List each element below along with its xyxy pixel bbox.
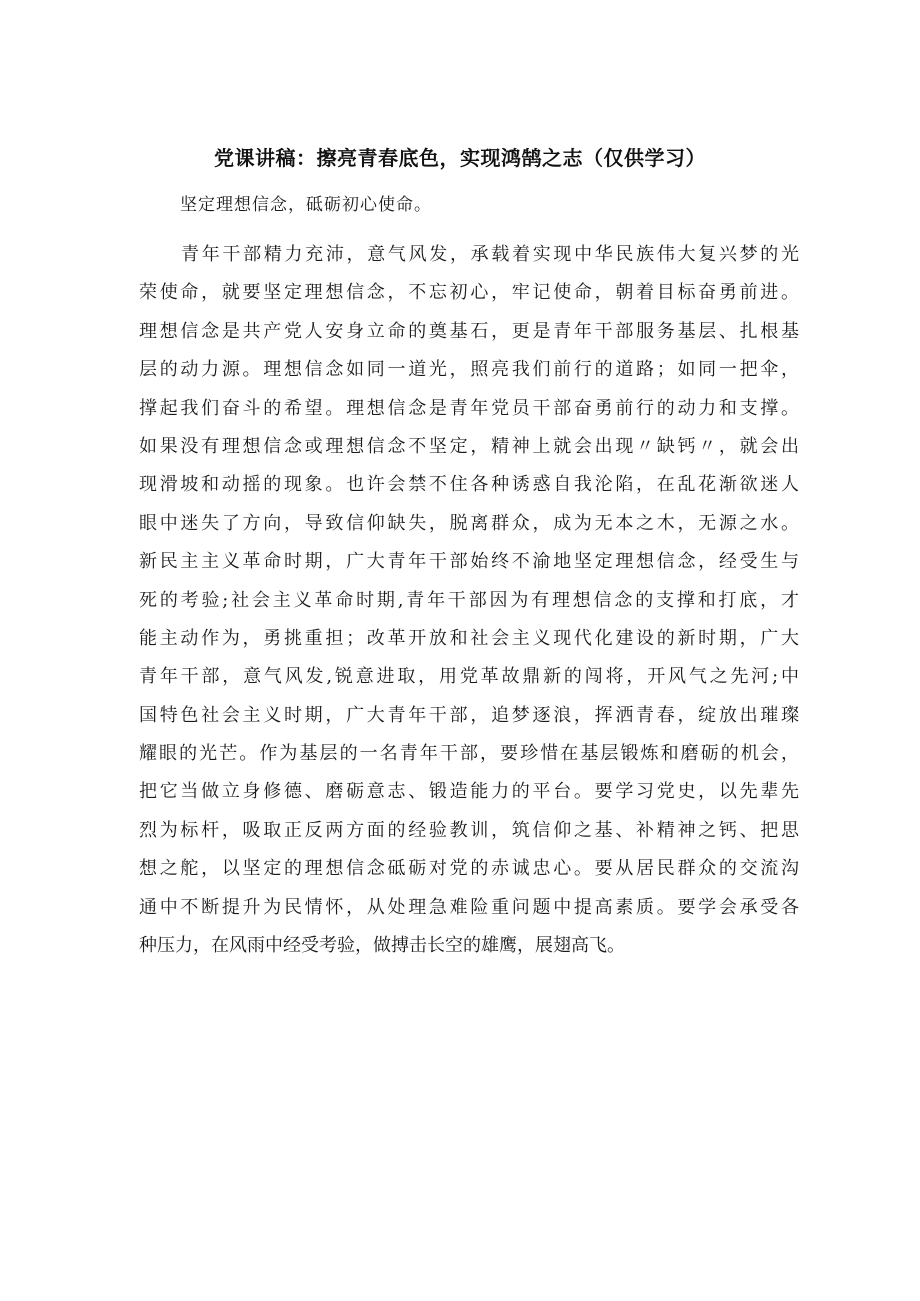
paragraph-line: 撑起我们奋斗的希望。理想信念是青年党员干部奋勇前行的动力和支撑。	[139, 397, 799, 419]
paragraph-line: 死的考验;社会主义革命时期,青年干部因为有理想信念的支撑和打底，才	[139, 589, 799, 611]
paragraph-line: 烈为标杆，吸取正反两方面的经验教训，筑信仰之基、补精神之钙、把思	[139, 819, 799, 841]
paragraph-line: 如果没有理想信念或理想信念不坚定，精神上就会出现〃缺钙〃，就会出	[139, 435, 799, 457]
paragraph-line: 眼中迷失了方向，导致信仰缺失，脱离群众，成为无本之木，无源之水。	[139, 512, 799, 534]
paragraph-line: 国特色社会主义时期，广大青年干部，追梦逐浪，挥洒青春，绽放出璀璨	[139, 704, 799, 726]
body-paragraph	[139, 236, 799, 965]
paragraph-line: 理想信念是共产党人安身立命的奠基石，更是青年干部服务基层、扎根基	[139, 320, 799, 342]
paragraph-line: 荣使命，就要坚定理想信念，不忘初心，牢记使命，朝着目标奋勇前进。	[139, 282, 799, 304]
document-title: 党课讲稿：擦亮青春底色，实现鸿鹄之志（仅供学习）	[214, 146, 706, 170]
paragraph-line: 现滑坡和动摇的现象。也许会禁不住各种诱惑自我沦陷，在乱花渐欲迷人	[139, 474, 799, 496]
paragraph-line: 想之舵，以坚定的理想信念砥砺对党的赤诚忠心。要从居民群众的交流沟	[139, 858, 799, 880]
paragraph-line: 新民主主义革命时期，广大青年干部始终不渝地坚定理想信念，经受生与	[139, 551, 799, 573]
paragraph-line: 青年干部精力充沛，意气风发，承载着实现中华民族伟大复兴梦的光	[181, 244, 799, 265]
paragraph-line: 能主动作为，勇挑重担；改革开放和社会主义现代化建设的新时期，广大	[139, 627, 799, 649]
paragraph-line: 种压力，在风雨中经受考验，做搏击长空的雄鹰，展翅高飞。	[139, 935, 625, 957]
paragraph-line: 把它当做立身修德、磨砺意志、锻造能力的平台。要学习党史，以先辈先	[139, 781, 799, 803]
paragraph-line: 通中不断提升为民情怀，从处理急难险重问题中提高素质。要学会承受各	[139, 896, 799, 918]
paragraph-line: 青年干部，意气风发,锐意进取，用党革故鼎新的闯将，开风气之先河;中	[139, 666, 799, 688]
document-subtitle: 坚定理想信念，砥砺初心使命。	[180, 195, 432, 215]
paragraph-line: 耀眼的光芒。作为基层的一名青年干部，要珍惜在基层锻炼和磨砺的机会，	[139, 743, 799, 765]
paragraph-line: 层的动力源。理想信念如同一道光，照亮我们前行的道路；如同一把伞，	[139, 359, 799, 381]
